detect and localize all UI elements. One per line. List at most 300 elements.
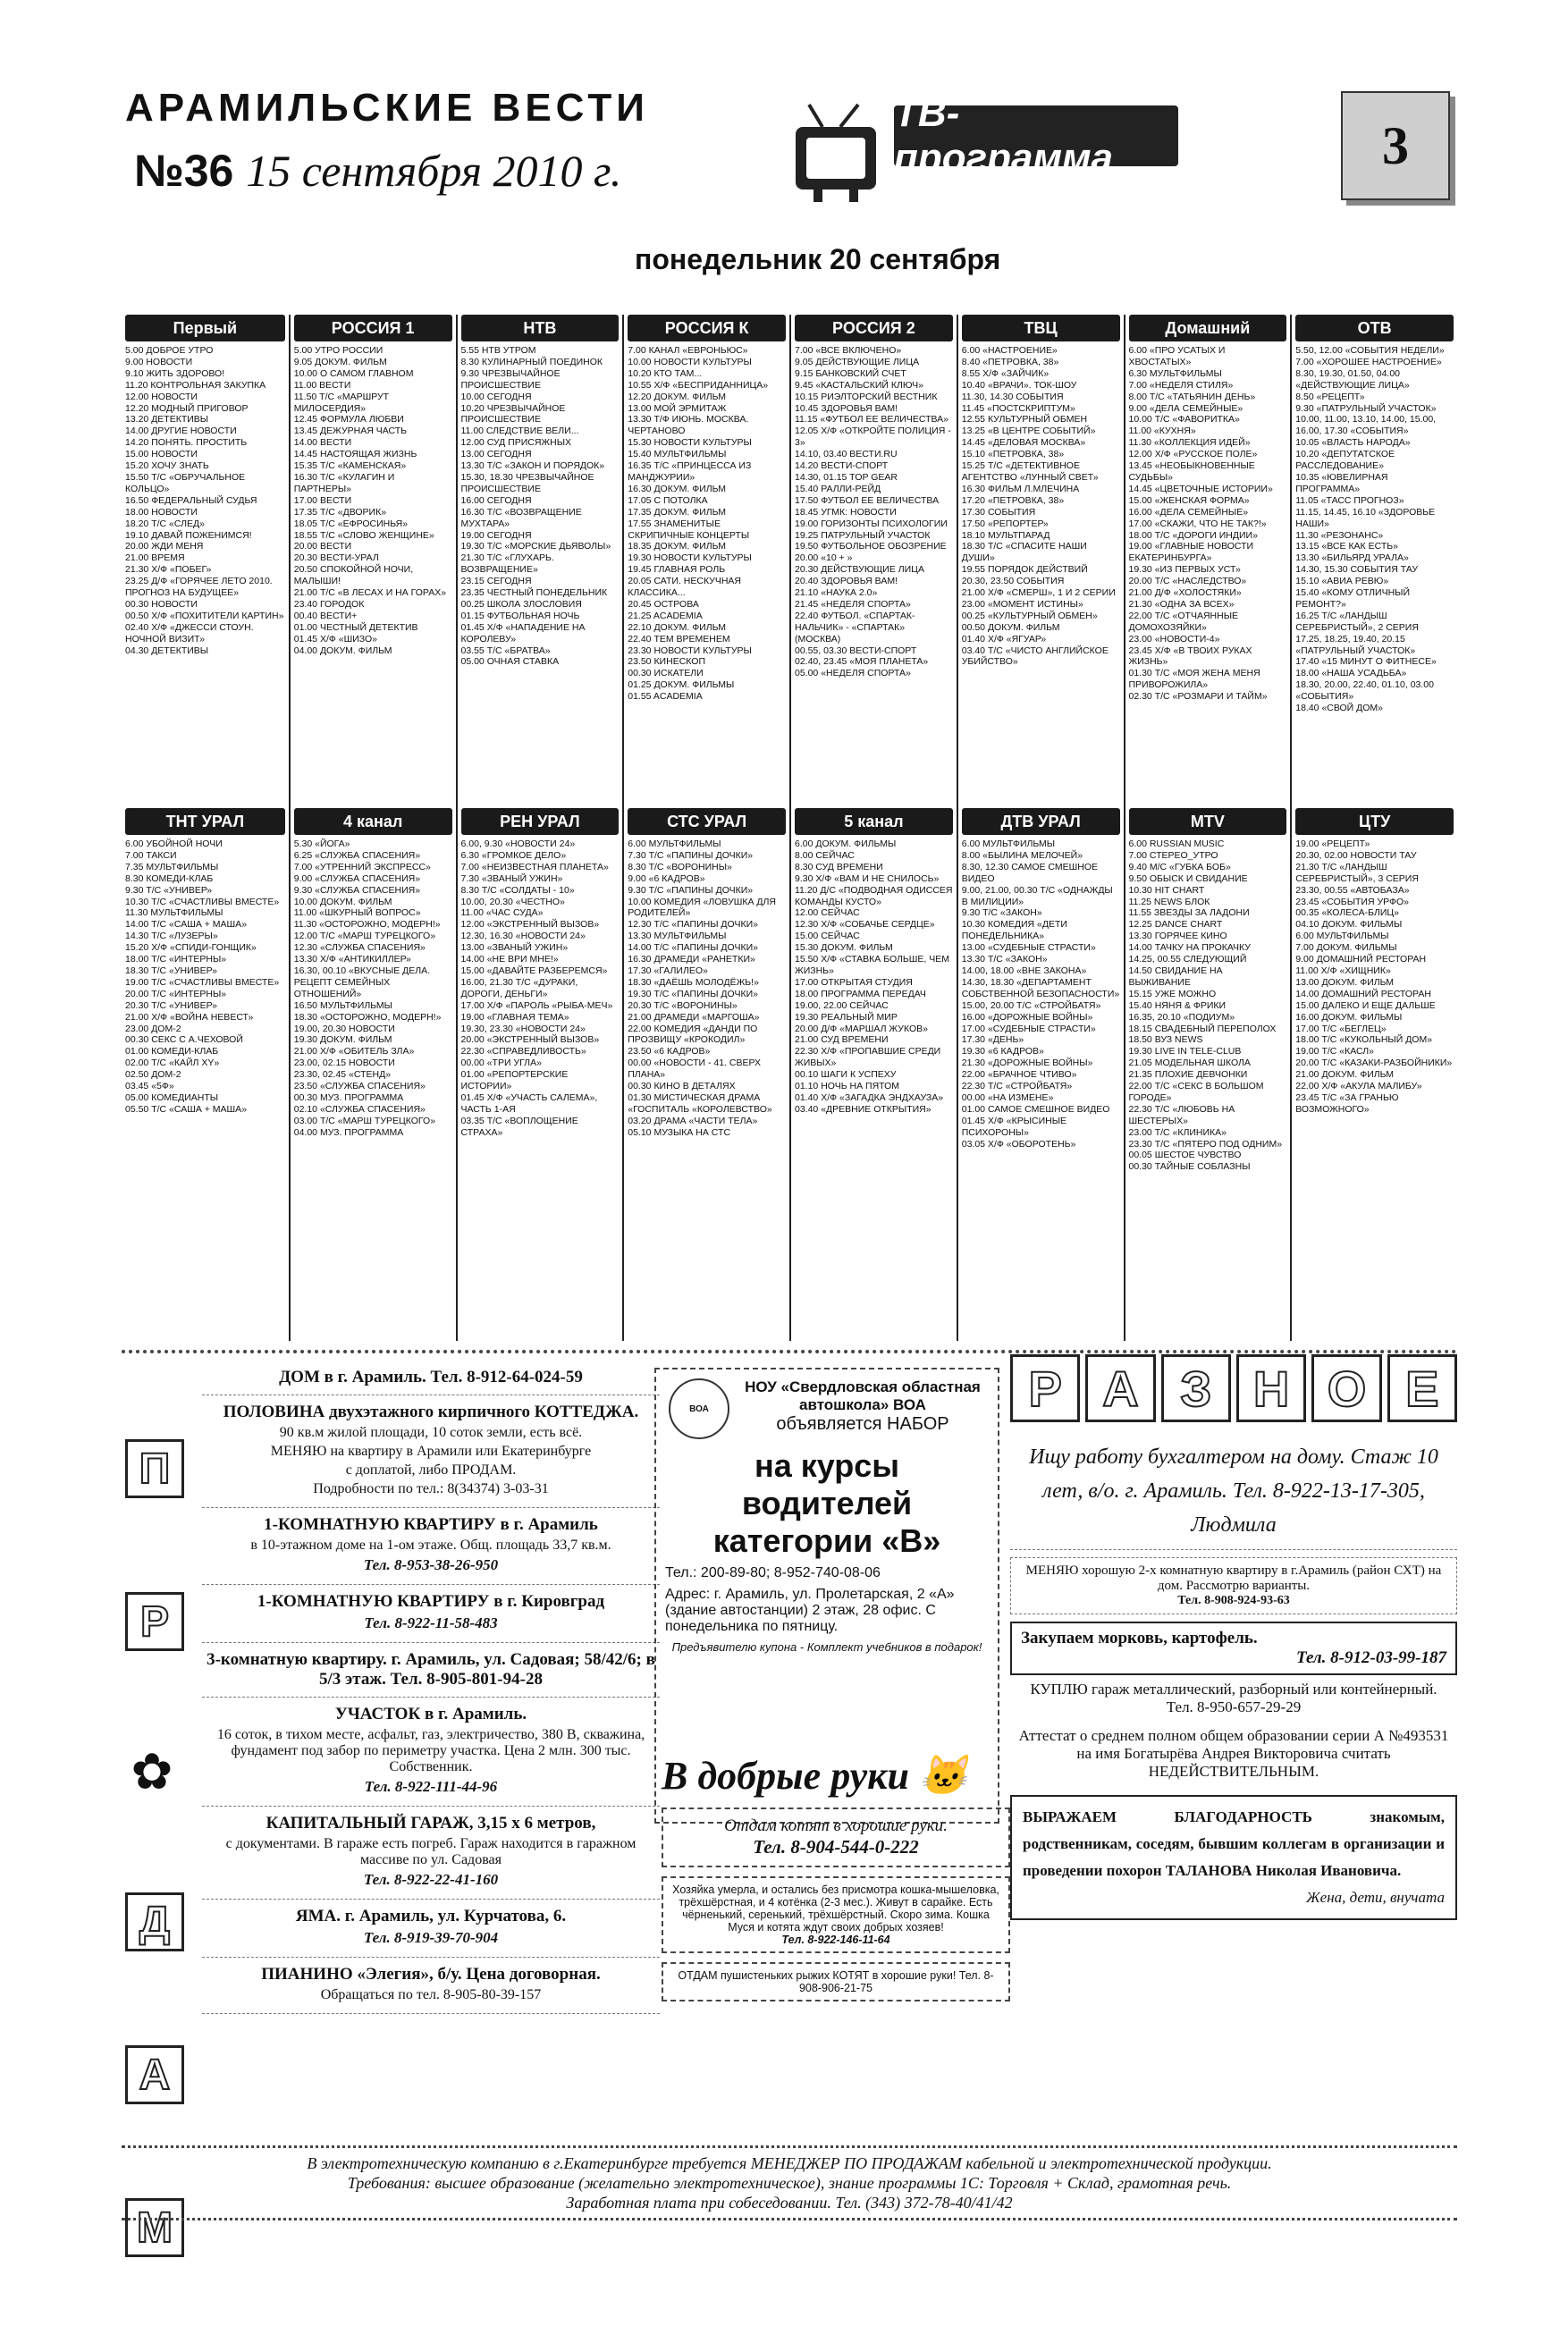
- program-item: 21.35 ПЛОХИЕ ДЕВЧОНКИ: [1128, 1069, 1248, 1081]
- program-item: 8.30 СУД ВРЕМЕНИ: [795, 861, 883, 872]
- program-item: 12.30 Х/Ф «СОБАЧЬЕ СЕРДЦЕ»: [795, 919, 935, 931]
- channel-column: [289, 315, 456, 808]
- program-item: 8.40 «ПЕТРОВКА, 38»: [961, 356, 1059, 367]
- program-list: [461, 345, 620, 668]
- program-item: 13.45 «НЕОБЫКНОВЕННЫЕ СУДЬБЫ»: [1128, 460, 1255, 483]
- program-item: 9.30 ЧРЕЗВЫЧАЙНОЕ ПРОИСШЕСТВИЕ: [460, 367, 561, 391]
- program-item: 14.50 СВИДАНИЕ НА ВЫЖИВАНИЕ: [1128, 965, 1223, 988]
- program-item: 12.00 Х/Ф «РУССКОЕ ПОЛЕ»: [1128, 449, 1258, 460]
- school-phone: Тел.: 200-89-80; 8-952-740-08-06: [665, 1565, 881, 1580]
- program-item: 14.00 ВЕСТИ: [293, 437, 352, 449]
- program-item: 8.55 Х/Ф «ЗАЙЧИК»: [961, 367, 1050, 379]
- program-item: 22.30 Т/С «СТРОЙБАТЯ»: [961, 1081, 1073, 1092]
- buy-ad: [1010, 1622, 1457, 1675]
- program-item: 8.30, 19.30, 01.50, 04.00 «ДЕЙСТВУЮЩИЕ ЛИЦА»: [1295, 367, 1410, 391]
- classified-ad: [202, 1958, 660, 2014]
- classified-ad: [202, 1395, 660, 1508]
- program-item: 15.40 РАЛЛИ-РЕЙД: [795, 483, 881, 494]
- ad-heading: 1-КОМНАТНУЮ КВАРТИРУ в г. Арамиль: [264, 1515, 598, 1534]
- program-item: 14.20 ПОНЯТЬ. ПРОСТИТЬ: [125, 437, 248, 449]
- program-item: 21.00 СУД ВРЕМЕНИ: [795, 1034, 889, 1046]
- program-item: 9.00 «СЛУЖБА СПАСЕНИЯ»: [293, 872, 421, 884]
- program-item: 21.00 ДРАМЕДИ «МАРГОША»: [628, 1011, 760, 1023]
- program-item: 10.20 КТО ТАМ...: [628, 367, 703, 379]
- program-item: 8.30, 12.30 САМОЕ СМЕШНОЕ ВИДЕО: [961, 861, 1098, 884]
- school-enrollment: объявляется НАБОР: [776, 1414, 949, 1434]
- program-item: 14.25, 00.55 СЛЕДУЮЩИЙ: [1128, 954, 1247, 965]
- program-item: 14.45 НАСТОЯЩАЯ ЖИЗНЬ: [293, 449, 417, 460]
- program-item: 17.35 Т/С «ДВОРИК»: [293, 506, 387, 518]
- program-item: 18.00 Т/С «ИНТЕРНЫ»: [125, 954, 227, 965]
- program-item: 20.30, 23.50 СОБЫТИЯ: [961, 576, 1065, 587]
- channel-column: [622, 808, 789, 1341]
- program-item: 7.00 КАНАЛ «ЕВРОНЬЮС»: [628, 345, 748, 356]
- program-item: 01.45 Х/Ф «ШИЗО»: [293, 633, 378, 645]
- program-item: 9.05 ДОКУМ. ФИЛЬМ: [293, 356, 387, 367]
- program-item: 15.00 «ЖЕНСКАЯ ФОРМА»: [1128, 494, 1250, 506]
- program-item: 13.25 «В ЦЕНТРЕ СОБЫТИЙ»: [961, 426, 1096, 437]
- program-list: [125, 345, 285, 656]
- program-item: 17.55 ЗНАМЕНИТЫЕ СКРИПИЧНЫЕ КОНЦЕРТЫ: [628, 518, 750, 541]
- program-item: 12.20 ДОКУМ. ФИЛЬМ: [628, 391, 727, 402]
- program-item: 22.10 ДОКУМ. ФИЛЬМ: [628, 621, 727, 633]
- program-item: 01.40 Х/Ф «ЗАГАДКА ЭНДХАУЗА»: [795, 1091, 944, 1103]
- program-item: 01.00 САМОЕ СМЕШНОЕ ВИДЕО: [961, 1103, 1110, 1115]
- program-item: 6.00 УБОЙНОЙ НОЧИ: [125, 838, 223, 849]
- heading-letter: Н: [1236, 1354, 1306, 1422]
- program-item: 10.55 Х/Ф «БЕСПРИДАННИЦА»: [628, 379, 769, 391]
- program-item: 9.00, 21.00, 00.30 Т/С «ОДНАЖДЫ В МИЛИЦИИ»: [961, 884, 1113, 907]
- program-item: 11.20 КОНТРОЛЬНАЯ ЗАКУПКА: [125, 379, 266, 391]
- exchange-ad: [1010, 1557, 1457, 1614]
- program-item: 22.00 КОМЕДИЯ «ДАНДИ ПО ПРОЗВИЩУ «КРОКОДИЛ»: [628, 1023, 758, 1046]
- program-item: 19.30 РЕАЛЬНЫЙ МИР: [795, 1011, 898, 1023]
- page-number: 3: [1341, 91, 1450, 200]
- sale-ads: [202, 1361, 660, 2014]
- program-item: 13.30 Т/С «ЗАКОН»: [961, 954, 1048, 965]
- program-item: 19.30 «6 КАДРОВ»: [961, 1046, 1044, 1058]
- program-item: 18.00 ПРОГРАММА ПЕРЕДАЧ: [795, 988, 926, 999]
- program-item: 23.30, 00.55 «АВТОБАЗА»: [1295, 884, 1410, 896]
- channel-name: ЦТУ: [1295, 808, 1454, 835]
- program-item: 00.05 ШЕСТОЕ ЧУВСТВО: [1128, 1150, 1242, 1161]
- program-item: 02.30 Т/С «РОЗМАРИ И ТАЙМ»: [1128, 691, 1268, 703]
- program-list: [795, 838, 953, 1116]
- program-item: 20.00 Т/С «КАЗАКИ-РАЗБОЙНИКИ»: [1295, 1058, 1453, 1069]
- program-list: [294, 838, 452, 1139]
- program-item: 20.05 САТИ. НЕСКУЧНАЯ КЛАССИКА...: [628, 576, 742, 599]
- ad-line: с доплатой, либо ПРОДАМ.: [345, 1462, 517, 1478]
- channel-column: [622, 315, 789, 808]
- program-item: 7.00 «ХОРОШЕЕ НАСТРОЕНИЕ»: [1295, 356, 1442, 367]
- program-item: 18.40 «СВОЙ ДОМ»: [1295, 703, 1384, 714]
- program-item: 13.00 МОЙ ЭРМИТАЖ: [628, 402, 727, 414]
- program-item: 23.00, 02.15 НОВОСТИ: [293, 1058, 395, 1069]
- program-item: 01.45 Х/Ф «КРЫСИНЫЕ ПСИХОРОНЫ»: [961, 1115, 1067, 1138]
- program-item: 11.50 Т/С «МАРШРУТ МИЛОСЕРДИЯ»: [293, 391, 390, 414]
- program-item: 16.35 Т/С «ПРИНЦЕССА ИЗ МАНДЖУРИИ»: [628, 460, 752, 483]
- school-course: на курсы водителей категории «В»: [712, 1447, 941, 1559]
- day-title: понедельник 20 сентября: [635, 243, 1001, 275]
- cat-story: Хозяйка умерла, и остались без присмотра кошка-мышеловка, трёхшёрстная, и 4 котёнка (2-3 мес.). Живут в сарайке. Есть чёрненький, серенький, трёхшёрстный. Скоро зима. Кошка Муся и котята ждут своих добрых хозяев!: [672, 1883, 999, 1934]
- program-item: 01.25 ДОКУМ. ФИЛЬМЫ: [628, 679, 735, 691]
- program-item: 21.00 Х/Ф «ВОЙНА НЕВЕСТ»: [125, 1011, 254, 1023]
- program-item: 02.40, 23.45 «МОЯ ПЛАНЕТА»: [795, 656, 929, 668]
- program-item: 10.45 ЗДОРОВЬЯ ВАМ!: [795, 402, 898, 414]
- program-item: 10.00 СЕГОДНЯ: [460, 391, 532, 402]
- program-item: 7.30 «ЗВАНЫЙ УЖИН»: [460, 872, 563, 884]
- ad-line: с документами. В гараже есть погреб. Гараж находится в гаражном массиве по ул. Садовая: [225, 1836, 636, 1867]
- kittens-phone: Тел. 8-904-544-0-222: [753, 1836, 919, 1858]
- program-item: 23.45 Т/С «ЗА ГРАНЬЮ ВОЗМОЖНОГО»: [1295, 1091, 1399, 1115]
- program-item: 11.30 МУЛЬТФИЛЬМЫ: [125, 907, 223, 919]
- program-item: 05.00 ОЧНАЯ СТАВКА: [460, 656, 560, 668]
- program-item: 11.30 «КОЛЛЕКЦИЯ ИДЕЙ»: [1128, 437, 1251, 449]
- program-item: 20.30 ДЕЙСТВУЮЩИЕ ЛИЦА: [795, 564, 924, 576]
- program-item: 9.05 ДЕЙСТВУЮЩИЕ ЛИЦА: [795, 356, 920, 367]
- classified-ad: [202, 1361, 660, 1395]
- program-item: 13.15 «ВСЕ КАК ЕСТЬ»: [1295, 541, 1398, 552]
- program-list: [1129, 838, 1287, 1173]
- program-item: 19.30 ДОКУМ. ФИЛЬМ: [293, 1034, 392, 1046]
- ad-heading: ПИАНИНО «Элегия», б/у. Цена договорная.: [261, 1965, 601, 1984]
- program-item: 23.40 ГОРОДОК: [293, 598, 365, 610]
- program-item: 9.00 «ДЕЛА СЕМЕЙНЫЕ»: [1128, 402, 1243, 414]
- flower-icon: ✿: [131, 1743, 173, 1799]
- tv-program-logo: [787, 91, 1180, 216]
- program-item: 01.30 МИСТИЧЕСКАЯ ДРАМА «ГОСПИТАЛЬ «КОРОЛЕВСТВО»: [628, 1091, 772, 1115]
- program-item: 23.30, 02.45 «СТЕНД»: [293, 1069, 392, 1081]
- program-item: 00.10 ШАГИ К УСПЕХУ: [795, 1069, 897, 1081]
- classified-ad: [202, 1508, 660, 1585]
- program-item: 9.50 ОБЫСК И СВИДАНИЕ: [1128, 872, 1248, 884]
- issue-line: [134, 145, 621, 197]
- section-title: ТВ-программа: [894, 105, 1178, 166]
- program-item: 00.25 ШКОЛА ЗЛОСЛОВИЯ: [460, 598, 582, 610]
- program-item: 9.40 М/С «ГУБКА БОБ»: [1128, 861, 1231, 872]
- program-item: 13.30 МУЛЬТФИЛЬМЫ: [628, 931, 727, 942]
- program-item: 10.00 О САМОМ ГЛАВНОМ: [293, 367, 414, 379]
- program-item: 7.30 Т/С «ПАПИНЫ ДОЧКИ»: [628, 849, 754, 861]
- program-item: 03.40 Т/С «ЧИСТО АНГЛИЙСКОЕ УБИЙСТВО»: [961, 645, 1109, 668]
- program-item: 23.30 НОВОСТИ КУЛЬТУРЫ: [628, 645, 752, 656]
- program-item: 00.00 «НА ИЗМЕНЕ»: [961, 1091, 1054, 1103]
- program-item: 19.00, 20.30 НОВОСТИ: [293, 1023, 395, 1034]
- program-item: 17.50 ФУТБОЛ ЕЕ ВЕЛИЧЕСТВА: [795, 494, 940, 506]
- program-item: 05.10 МУЗЫКА НА СТС: [628, 1126, 731, 1138]
- program-item: 05.00 КОМЕДИАНТЫ: [125, 1091, 219, 1103]
- program-item: 20.00 «ЭКСТРЕННЫЙ ВЫЗОВ»: [460, 1034, 600, 1046]
- program-item: 11.30 «РЕЗОНАНС»: [1295, 529, 1384, 541]
- program-list: [461, 838, 620, 1139]
- program-item: 20.00 Т/С «НАСЛЕДСТВО»: [1128, 576, 1247, 587]
- channel-name: MTV: [1129, 808, 1287, 835]
- program-item: 23.00 Т/С «КЛИНИКА»: [1128, 1126, 1227, 1138]
- exchange-text: МЕНЯЮ хорошую 2-х комнатную квартиру в г.Арамиль (район СХТ) на дом. Рассмотрю варианты.: [1025, 1563, 1442, 1593]
- program-item: 11.55 ЗВЕЗДЫ ЗА ЛАДОНИ: [1128, 907, 1250, 919]
- channel-column: [1290, 315, 1457, 808]
- program-item: 20.30 Т/С «ВОРОНИНЫ»: [628, 999, 738, 1011]
- program-item: 16.30 ДОКУМ. ФИЛЬМ: [628, 483, 727, 494]
- program-item: 17.50 «РЕПОРТЕР»: [961, 518, 1049, 529]
- program-item: 11.00 «ЧАС СУДА»: [460, 907, 544, 919]
- program-item: 10.15 РИЭЛТОРСКИЙ ВЕСТНИК: [795, 391, 938, 402]
- program-item: 21.30 «ОДНА ЗА ВСЕХ»: [1128, 598, 1235, 610]
- program-item: 10.00, 11.00, 13.10, 14.00, 15.00, 16.00, 17.30 «СОБЫТИЯ»: [1295, 414, 1437, 437]
- channel-name: ТНТ УРАЛ: [125, 808, 285, 835]
- program-item: 6.00, 9.30 «НОВОСТИ 24»: [460, 838, 576, 849]
- program-item: 20.30 ВЕСТИ-УРАЛ: [293, 552, 379, 564]
- gratitude-text: ВЫРАЖАЕМ БЛАГОДАРНОСТЬ знакомым, родственникам, соседям, бывшим коллегам в организации и проведении похорон ТАЛАНОВА Николая Ивановича.: [1023, 1808, 1445, 1879]
- program-item: 22.30 Т/С «ЛЮБОВЬ НА ШЕСТЕРЫХ»: [1128, 1103, 1235, 1126]
- program-item: 17.00 ОТКРЫТАЯ СТУДИЯ: [795, 976, 913, 988]
- kittens-text: Отдам котят в хорошие руки.: [724, 1816, 948, 1835]
- program-item: 22.00 «БРАЧНОЕ ЧТИВО»: [961, 1069, 1077, 1081]
- program-item: 5.55 НТВ УТРОМ: [460, 345, 536, 356]
- program-item: 00.30 ТАЙНЫЕ СОБЛАЗНЫ: [1128, 1161, 1251, 1173]
- good-hands-section: [662, 1752, 1010, 2092]
- program-list: [1129, 345, 1287, 703]
- program-item: 02.10 «СЛУЖБА СПАСЕНИЯ»: [293, 1103, 426, 1115]
- program-item: 9.30 Т/С «ПАПИНЫ ДОЧКИ»: [628, 884, 754, 896]
- side-letter: Р: [125, 1592, 184, 1651]
- program-item: 13.30 Т/С «ЗАКОН И ПОРЯДОК»: [460, 460, 605, 472]
- program-item: 18.55 Т/С «СЛОВО ЖЕНЩИНЕ»: [293, 529, 434, 541]
- ad-heading: ДОМ в г. Арамиль. Тел. 8-912-64-024-59: [279, 1368, 583, 1386]
- channel-name: РЕН УРАЛ: [461, 808, 620, 835]
- ad-line: Тел. 8-922-11-58-483: [364, 1614, 498, 1631]
- program-list: [125, 838, 285, 1116]
- program-item: 22.40 ТЕМ ВРЕМЕНЕМ: [628, 633, 730, 645]
- program-item: 04.00 ДОКУМ. ФИЛЬМ: [293, 645, 392, 656]
- program-item: 9.30 Т/С «ЗАКОН»: [961, 907, 1042, 919]
- program-item: 21.10 «НАУКА 2.0»: [795, 587, 878, 599]
- program-item: 22.30 Х/Ф «ПРОПАВШИЕ СРЕДИ ЖИВЫХ»: [795, 1046, 941, 1069]
- program-item: 17.30 «ДЕНЬ»: [961, 1034, 1024, 1046]
- heading-letter: О: [1311, 1354, 1381, 1422]
- program-item: 00.30 НОВОСТИ: [125, 598, 198, 610]
- program-item: 16.25 Т/С «ЛАНДЫШ СЕРЕБРИСТЫЙ», 2 СЕРИЯ: [1295, 610, 1419, 633]
- program-item: 16.35, 20.10 «ПОДИУМ»: [1128, 1011, 1235, 1023]
- program-item: 15.50 Х/Ф «СТАВКА БОЛЬШЕ, ЧЕМ ЖИЗНЬ»: [795, 954, 950, 976]
- ad-heading: КАПИТАЛЬНЫЙ ГАРАЖ, 3,15 х 6 метров,: [266, 1814, 596, 1833]
- program-item: 13.00 ДОКУМ. ФИЛЬМ: [1295, 976, 1395, 988]
- program-item: 23.50 «СЛУЖБА СПАСЕНИЯ»: [293, 1081, 426, 1092]
- program-item: 11.20 Д/С «ПОДВОДНАЯ ОДИССЕЯ КОМАНДЫ КУСТО»: [795, 884, 953, 907]
- program-item: 00.25 «КУЛЬТУРНЫЙ ОБМЕН»: [961, 610, 1098, 621]
- channel-column: [1290, 808, 1457, 1341]
- program-item: 14.00 ДРУГИЕ НОВОСТИ: [125, 426, 237, 437]
- program-item: 10.00 ДОКУМ. ФИЛЬМ: [293, 896, 392, 907]
- program-item: 14.00, 18.00 «ВНЕ ЗАКОНА»: [961, 965, 1087, 976]
- gratitude-signature: Жена, дети, внучата: [1306, 1889, 1445, 1906]
- program-item: 8.30 Т/С «СОЛДАТЫ - 10»: [460, 884, 575, 896]
- program-item: 7.00 «НЕДЕЛЯ СТИЛЯ»: [1128, 379, 1234, 391]
- program-item: 5.30 «ЙОГА»: [293, 838, 350, 849]
- program-list: [1295, 838, 1454, 1116]
- program-item: 15.40 НЯНЯ & ФРИКИ: [1128, 999, 1227, 1011]
- program-item: 21.30 Т/С «ЛАНДЫШ СЕРЕБРИСТЫЙ», 3 СЕРИЯ: [1295, 861, 1419, 884]
- program-item: 12.00 «ЭКСТРЕННЫЙ ВЫЗОВ»: [460, 919, 600, 931]
- program-item: 23.50 «6 КАДРОВ»: [628, 1046, 711, 1058]
- ad-line: Тел. 8-922-111-44-96: [364, 1778, 498, 1795]
- program-item: 19.00 СЕГОДНЯ: [460, 529, 532, 541]
- program-item: 11.00 ВЕСТИ: [293, 379, 351, 391]
- program-item: 19.30 Т/С «ПАПИНЫ ДОЧКИ»: [628, 988, 758, 999]
- program-item: 16.30 ФИЛЬМ Л.МЛЕЧИНА: [961, 483, 1080, 494]
- program-item: 20.45 ОСТРОВА: [628, 598, 699, 610]
- program-item: 12.45 ФОРМУЛА ЛЮБВИ: [293, 414, 404, 426]
- program-item: 15.30 ДОКУМ. ФИЛЬМ: [795, 942, 893, 954]
- program-item: 00.50 Х/Ф «ПОХИТИТЕЛИ КАРТИН»: [125, 610, 284, 621]
- issue-number: №36: [134, 146, 234, 196]
- program-item: 21.30 «ДОРОЖНЫЕ ВОЙНЫ»: [961, 1058, 1093, 1069]
- job-banner: [122, 2145, 1457, 2220]
- program-item: 15.25 Т/С «ДЕТЕКТИВНОЕ АГЕНТСТВО «ЛУННЫЙ СВЕТ»: [961, 460, 1099, 483]
- program-item: 03.45 «5Ф»: [125, 1081, 174, 1092]
- program-item: 6.25 «СЛУЖБА СПАСЕНИЯ»: [293, 849, 421, 861]
- program-item: 7.00 «НЕИЗВЕСТНАЯ ПЛАНЕТА»: [460, 861, 609, 872]
- program-item: 10.35 «ЮВЕЛИРНАЯ ПРОГРАММА»: [1295, 471, 1388, 494]
- program-item: 13.20 ДЕТЕКТИВЫ: [125, 414, 209, 426]
- program-item: 12.05 Х/Ф «ОТКРОЙТЕ ПОЛИЦИЯ - 3»: [795, 426, 951, 449]
- channel-name: РОССИЯ 2: [795, 315, 953, 341]
- program-item: 01.55 ACADEMIA: [628, 691, 703, 703]
- program-item: 18.30, 20.00, 22.40, 01.10, 03.00 «СОБЫТИЯ»: [1295, 679, 1434, 703]
- program-item: 15.00 СЕЙЧАС: [795, 931, 860, 942]
- program-item: 6.00 ДОКУМ. ФИЛЬМЫ: [795, 838, 897, 849]
- program-item: 7.00 ТАКСИ: [125, 849, 177, 861]
- program-list: [1295, 345, 1454, 714]
- program-item: 19.00 «ГЛАВНЫЕ НОВОСТИ ЕКАТЕРИНБУРГА»: [1128, 541, 1254, 564]
- program-item: 12.00 СЕЙЧАС: [795, 907, 860, 919]
- program-item: 10.00 Т/С «ФАВОРИТКА»: [1128, 414, 1240, 426]
- program-item: 15.00 ДАЛЕКО И ЕЩЕ ДАЛЬШЕ: [1295, 999, 1436, 1011]
- program-item: 21.00 Х/Ф «ОБИТЕЛЬ ЗЛА»: [293, 1046, 415, 1058]
- program-item: 20.30, 02.00 НОВОСТИ ТАУ: [1295, 849, 1417, 861]
- program-item: 13.45 ДЕЖУРНАЯ ЧАСТЬ: [293, 426, 408, 437]
- program-item: 00.55, 03.30 ВЕСТИ-СПОРТ: [795, 645, 917, 656]
- program-item: 9.30 Т/С «УНИВЕР»: [125, 884, 213, 896]
- side-letter: А: [125, 2045, 184, 2104]
- program-item: 14.10, 03.40 ВЕСТИ.RU: [795, 449, 898, 460]
- program-item: 12.00 НОВОСТИ: [125, 391, 198, 402]
- newspaper-title: АРАМИЛЬСКИЕ ВЕСТИ: [125, 86, 649, 130]
- program-item: 15.40 МУЛЬТФИЛЬМЫ: [628, 449, 727, 460]
- program-item: 19.30 НОВОСТИ КУЛЬТУРЫ: [628, 552, 752, 564]
- program-item: 15.50 Т/С «ОБРУЧАЛЬНОЕ КОЛЬЦО»: [125, 471, 246, 494]
- buy-phone: Тел. 8-912-03-99-187: [1296, 1648, 1446, 1667]
- program-item: 17.00 ВЕСТИ: [293, 494, 352, 506]
- program-item: 00.40 ВЕСТИ+: [293, 610, 358, 621]
- program-item: 12.55 КУЛЬТУРНЫЙ ОБМЕН: [961, 414, 1088, 426]
- program-item: 19.25 ПАТРУЛЬНЫЙ УЧАСТОК: [795, 529, 931, 541]
- program-item: 11.25 NEWS БЛОК: [1128, 896, 1210, 907]
- program-item: 14.00 «НЕ ВРИ МНЕ!»: [460, 954, 559, 965]
- program-item: 19.10 ДАВАЙ ПОЖЕНИМСЯ!: [125, 529, 252, 541]
- program-item: 14.00 ДОМАШНИЙ РЕСТОРАН: [1295, 988, 1431, 999]
- program-item: 23.15 СЕГОДНЯ: [460, 576, 532, 587]
- program-item: 7.00 «УТРЕННИЙ ЭКСПРЕСС»: [293, 861, 431, 872]
- program-item: 10.00 КОМЕДИЯ «ЛОВУШКА ДЛЯ РОДИТЕЛЕЙ»: [628, 896, 776, 919]
- program-item: 03.35 Т/С «ВОПЛОЩЕНИЕ СТРАХА»: [460, 1115, 578, 1138]
- exchange-phone: Тел. 8-908-924-93-63: [1177, 1594, 1290, 1607]
- program-list: [294, 345, 452, 656]
- ad-heading: ЯМА. г. Арамиль, ул. Курчатова, 6.: [295, 1907, 567, 1925]
- program-item: 16.50 ФЕДЕРАЛЬНЫЙ СУДЬЯ: [125, 494, 257, 506]
- program-item: 13.30 Х/Ф «АНТИКИЛЛЕР»: [293, 954, 411, 965]
- program-item: 16.00 ДОКУМ. ФИЛЬМЫ: [1295, 1011, 1403, 1023]
- program-item: 17.30 «ГАЛИЛЕО»: [628, 965, 708, 976]
- garage-ad: КУПЛЮ гараж металлический, разборный или контейнерный. Тел. 8-950-657-29-29: [1030, 1681, 1437, 1715]
- program-item: 15.30, 18.30 ЧРЕЗВЫЧАЙНОЕ ПРОИСШЕСТВИЕ: [460, 471, 594, 494]
- program-item: 19.45 ГЛАВНАЯ РОЛЬ: [628, 564, 726, 576]
- program-item: 23.25 Д/Ф «ГОРЯЧЕЕ ЛЕТО 2010. ПРОГНОЗ НА БУДУЩЕЕ»: [125, 576, 273, 599]
- program-item: 9.15 БАНКОВСКИЙ СЧЕТ: [795, 367, 906, 379]
- program-item: 17.00 «СКАЖИ, ЧТО НЕ ТАК?!»: [1128, 518, 1267, 529]
- program-item: 00.00 «НОВОСТИ - 41. СВЕРХ ПЛАНА»: [628, 1058, 762, 1081]
- program-item: 9.00 НОВОСТИ: [125, 356, 193, 367]
- tv-schedule-grid: [122, 315, 1457, 1341]
- program-item: 16.00 СЕГОДНЯ: [460, 494, 532, 506]
- program-item: 7.00 СТЕРЕО_УТРО: [1128, 849, 1218, 861]
- program-item: 21.00 ВРЕМЯ: [125, 552, 185, 564]
- program-item: 9.30 «ПАТРУЛЬНЫЙ УЧАСТОК»: [1295, 402, 1437, 414]
- program-item: 20.30 Т/С «УНИВЕР»: [125, 999, 217, 1011]
- program-item: 16.00 «ДЕЛА СЕМЕЙНЫЕ»: [1128, 506, 1249, 518]
- program-item: 14.00 Т/С «ПАПИНЫ ДОЧКИ»: [628, 942, 758, 954]
- program-item: 10.00, 20.30 «ЧЕСТНО»: [460, 896, 565, 907]
- gratitude-notice: [1010, 1795, 1457, 1920]
- program-item: 01.00 КОМЕДИ-КЛАБ: [125, 1046, 219, 1058]
- ad-line: Тел. 8-919-39-70-904: [363, 1929, 499, 1946]
- channel-name: 5 канал: [795, 808, 953, 835]
- program-item: 01.45 Х/Ф «НАПАДЕНИЕ НА КОРОЛЕВУ»: [460, 621, 586, 645]
- school-seal: ВОА: [669, 1378, 729, 1439]
- program-item: 01.40 Х/Ф «ЯГУАР»: [961, 633, 1047, 645]
- program-item: 6.00 МУЛЬТФИЛЬМЫ: [961, 838, 1056, 849]
- program-item: 19.30 LIVE IN TELE-CLUB: [1128, 1046, 1242, 1058]
- program-item: 13.30 ГОРЯЧЕЕ КИНО: [1128, 931, 1227, 942]
- banner-line: Заработная плата при собеседовании. Тел. (343) 372-78-40/41/42: [566, 2194, 1013, 2212]
- program-item: 23.00 «МОМЕНТ ИСТИНЫ»: [961, 598, 1083, 610]
- program-item: 11.00 «ШКУРНЫЙ ВОПРОС»: [293, 907, 421, 919]
- ad-line: 16 соток, в тихом месте, асфальт, газ, электричество, 380 В, скважина, фундамент под забор по периметру участка. Цена 2 млн. 300 тыс. Собственник.: [216, 1727, 645, 1774]
- program-item: 8.00 СЕЙЧАС: [795, 849, 855, 861]
- banner-line: Требования: высшее образование (желательно электротехническое), знание программы 1С: Торговля + Склад, грамотная речь.: [347, 2174, 1232, 2192]
- program-item: 16.30, 00.10 «ВКУСНЫЕ ДЕЛА. РЕЦЕПТ СЕМЕЙНЫХ ОТНОШЕНИЙ»: [293, 965, 431, 999]
- program-item: 9.00 ДОМАШНИЙ РЕСТОРАН: [1295, 954, 1427, 965]
- program-item: 22.00 Х/Ф «АКУЛА МАЛИБУ»: [1295, 1081, 1422, 1092]
- channel-name: Домашний: [1129, 315, 1287, 341]
- program-item: 8.00 Т/С «ТАТЬЯНИН ДЕНЬ»: [1128, 391, 1256, 402]
- program-item: 18.10 МУЛЬТПАРАД: [961, 529, 1050, 541]
- program-item: 6.30 «ГРОМКОЕ ДЕЛО»: [460, 849, 567, 861]
- program-item: 19.00 «ГЛАВНАЯ ТЕМА»: [460, 1011, 569, 1023]
- program-item: 12.30 Т/С «ПАПИНЫ ДОЧКИ»: [628, 919, 758, 931]
- red-kittens-ad: ОТДАМ пушистеньких рыжих КОТЯТ в хорошие руки! Тел. 8-908-906-21-75: [662, 1962, 1010, 2001]
- program-item: 8.30 Т/С «ВОРОНИНЫ»: [628, 861, 732, 872]
- channel-column: [456, 315, 623, 808]
- program-item: 15.00 «ДАВАЙТЕ РАЗБЕРЕМСЯ»: [460, 965, 608, 976]
- program-item: 17.30 СОБЫТИЯ: [961, 506, 1036, 518]
- ad-heading: ПОЛОВИНА двухэтажного кирпичного КОТТЕДЖА.: [223, 1403, 639, 1421]
- program-item: 22.00 Т/С «ОТЧАЯННЫЕ ДОМОХОЗЯЙКИ»: [1128, 610, 1238, 633]
- program-item: 15.15 УЖЕ МОЖНО: [1128, 988, 1217, 999]
- program-item: 8.00 «БЫЛИНА МЕЛОЧЕЙ»: [961, 849, 1083, 861]
- kitten-icon: 🐱: [918, 1754, 968, 1798]
- program-item: 7.00 «ВСЕ ВКЛЮЧЕНО»: [795, 345, 902, 356]
